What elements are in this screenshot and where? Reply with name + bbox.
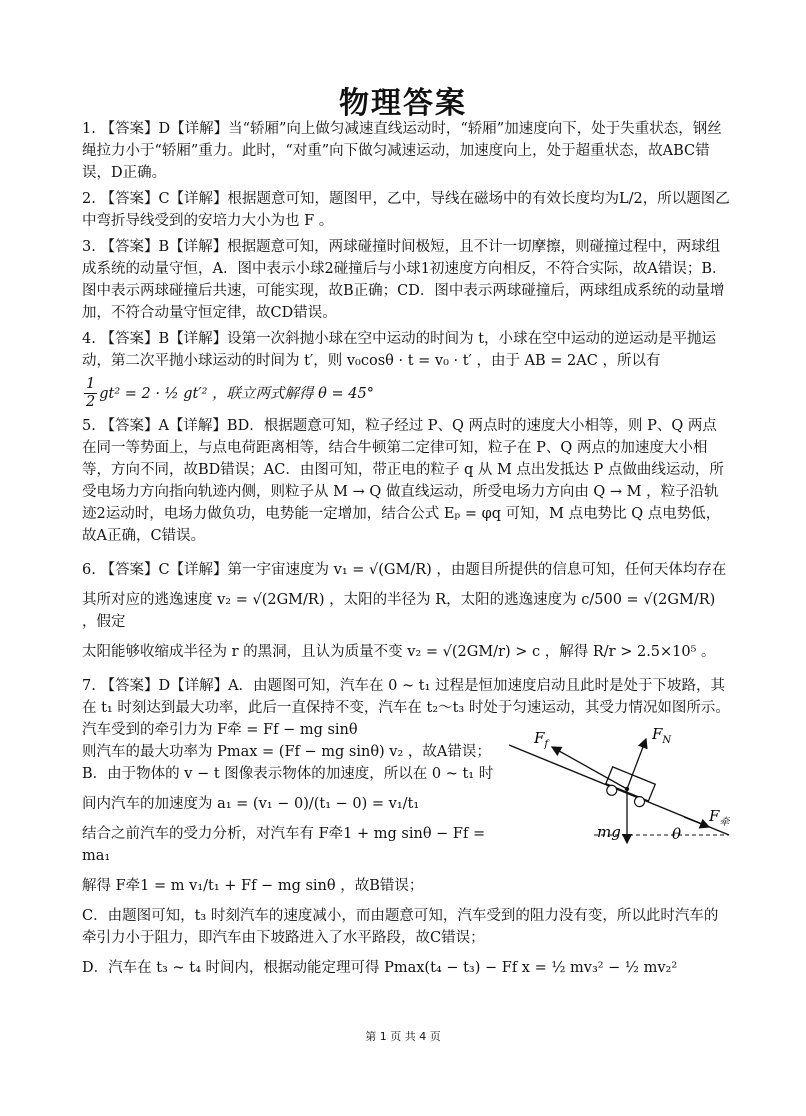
answer-body (82, 118, 730, 979)
answer-4-line2: gt² = 2 · ½ gt′² ，联立两式解得 θ = 45° (99, 385, 374, 402)
answer-6-line3: 太阳能够收缩成半径为 r 的黑洞，且认为质量不变 v₂ = √(2GM/r) > c ，解得 R/r > 2.5×10⁵ 。 (82, 644, 716, 660)
half-fraction: $\frac{1}{2}$ (86, 376, 96, 410)
label-fn: $F_N$ (652, 725, 672, 746)
page-title: 物理答案 (339, 86, 467, 121)
answer-7 (82, 675, 730, 979)
answer-7-d: D．汽车在 t₃ ~ t₄ 时间内，根据动能定理可得 Pmax(t₄ − t₃) − Ff x = ½ mv₃² − ½ mv₂² (82, 960, 678, 976)
answer-6-line1: 6. 【答案】C【详解】第一宇宙速度为 v₁ = √(GM/R) ，由题目所提供的信息可知，任何天体均存在 (82, 562, 727, 578)
answer-7-c: C．由题图可知，t₃ 时刻汽车的速度减小，而由题意可知，汽车受到的阻力没有变，所以此时汽车的牵引力小于阻力，即汽车由下坡路进入了水平路段，故C错误； (82, 908, 719, 946)
answer-1: 1. 【答案】D【详解】当“轿厢”向上做匀减速直线运动时，“轿厢”加速度向下，处于失重状态，钢丝绳拉力小于“轿厢”重力。此时，“对重”向下做匀减速运动，加速度向上，处于超重状态，故ABC错误，D正确。 (82, 121, 722, 181)
incline-force-diagram (504, 725, 734, 855)
answer-7-b-line1: B．由于物体的 v − t 图像表示物体的加速度，所以在 0 ~ t₁ 时 (82, 766, 494, 782)
page-footer: 第 1 页 共 4 页 (365, 1030, 441, 1043)
answer-2: 2. 【答案】C【详解】根据题意可知，题图甲，乙中，导线在磁场中的有效长度均为L/2，所以题图乙中弯折导线受到的安培力大小为也 F 。 (82, 191, 730, 229)
answer-4-line1: 4. 【答案】B【详解】设第一次斜抛小球在空中运动的时间为 t，小球在空中运动的逆运动是平抛运动，第二次平抛小球运动的时间为 t′，则 v₀cosθ · t = v₀ · t′ ，由于 AB = 2AC ，所以有 (82, 331, 717, 369)
answer-4-equation (82, 376, 730, 411)
answer-5: 5. 【答案】A【详解】BD．根据题意可知，粒子经过 P、Q 两点时的速度大小相等，则 P、Q 两点在同一等势面上，与点电荷距离相等，结合牛顿第二定律可知，粒子在 P、Q 两点的加速度大小相等，方向不同，故BD错误；AC．由图可知，带正电的粒子 q 从 M 点出发抵达 P 点做曲线运动，所受电场力方向指向轨迹内侧，则粒子从 M → Q 做直线运动，所受电场力方向由 Q → M ，粒子沿轨迹2运动时，电场力做负功，电势能一定增加，结合公式 Eₚ = φq 可知，M 点电势比 Q 点电势低，故A正确，C错误。 (82, 418, 724, 544)
answer-7-acceleration: 间内汽车的加速度为 a₁ = (v₁ − 0)/(t₁ − 0) = v₁/t₁ (82, 796, 420, 812)
label-theta: θ (672, 825, 682, 843)
answer-7-traction: 汽车受到的牵引力为 F牵 = Ff − mg sinθ (82, 722, 358, 738)
answer-7-solve: 解得 F牵1 = m v₁/t₁ + Ff − mg sinθ ，故B错误； (82, 878, 424, 894)
traction-arrow (684, 817, 709, 827)
answer-7-force-analysis: 结合之前汽车的受力分析，对汽车有 F牵1 + mg sinθ − Ff = ma₁ (82, 826, 486, 864)
label-mg: mg (597, 823, 621, 841)
label-traction: $F_牵$ (709, 807, 730, 828)
answer-7-power: 则汽车的最大功率为 Pmax = (Ff − mg sinθ) v₂ ，故A错误； (82, 744, 491, 760)
answer-7-intro: 7. 【答案】D【详解】A．由题图可知，汽车在 0 ~ t₁ 过程是恒加速度启动且此时是处于下坡路，其在 t₁ 时刻达到最大功率，此后一直保持不变，汽车在 t₂～t₃ 时处于匀速运动，其受力情况如图所示。 (82, 678, 730, 716)
label-ff: $F_f$ (534, 729, 549, 750)
answer-3: 3. 【答案】B【详解】根据题意可知，两球碰撞时间极短，且不计一切摩擦，则碰撞过程中，两球组成系统的动量守恒，A．图中表示小球2碰撞后与小球1初速度方向相反，不符合实际，故A错误；B．图中表示两球碰撞后共速，可能实现，故B正确；CD．图中表示两球碰撞后，两球组成系统的动量增加，不符合动量守恒定律，故CD错误。 (82, 239, 727, 321)
answer-6-line2: 其所对应的逃逸速度 v₂ = √(2GM/R) ，太阳的半径为 R，太阳的逃逸速度为 c/500 = √(2GM/R) ，假定 (82, 592, 716, 630)
